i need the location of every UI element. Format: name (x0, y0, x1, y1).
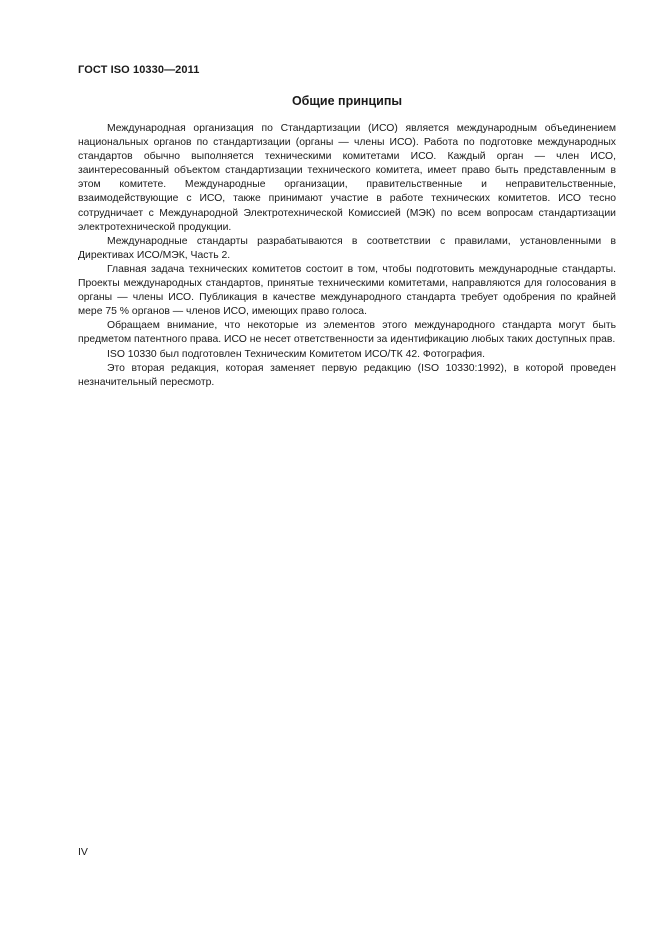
paragraph-iso-organization: Международная организация по Стандартизации (ИСО) является международным объединением национальных органов по стандартизации (органы — члены ИСО). Работа по подготовке международных стандартов обычно выполняется техническими комитетами ИСО. Каждый орган — член ИСО, заинтересованный объектом стандартизации технического комитета, имеет право быть представленным в этом комитете. Международные организации, правительственные и неправительственные, взаимодействующие с ИСО, также принимают участие в работе технических комитетов. ИСО тесно сотрудничает с Международной Электротехнической Комиссией (МЭК) по всем вопросам стандартизации электротехнической продукции. (78, 123, 616, 233)
body-text (78, 122, 616, 390)
page-number: IV (78, 846, 88, 858)
paragraph-patent-notice: Обращаем внимание, что некоторые из элементов этого международного стандарта могут быть предметом патентного права. ИСО не несет ответственности за идентификацию любых таких доступных прав. (78, 320, 616, 346)
paragraph-directives: Международные стандарты разрабатываются в соответствии с правилами, установленными в Директивах ИСО/МЭК, Часть 2. (78, 235, 616, 261)
standard-header: ГОСТ ISO 10330—2011 (78, 64, 200, 76)
section-title: Общие принципы (291, 94, 403, 108)
paragraph-committee-task: Главная задача технических комитетов состоит в том, чтобы подготовить международные стандарты. Проекты международных стандартов, принятые техническими комитетами, направляются для голосования в органы — члены ИСО. Публикация в качестве международного стандарта требует одобрения по крайней мере 75 % органов — членов ИСО, имеющих право голоса. (78, 263, 616, 318)
paragraph-prepared-by: ISO 10330 был подготовлен Техническим Комитетом ИСО/ТК 42. Фотография. (107, 348, 485, 360)
paragraph-edition: Это вторая редакция, которая заменяет первую редакцию (ISO 10330:1992), в которой проведен незначительный пересмотр. (78, 362, 616, 388)
